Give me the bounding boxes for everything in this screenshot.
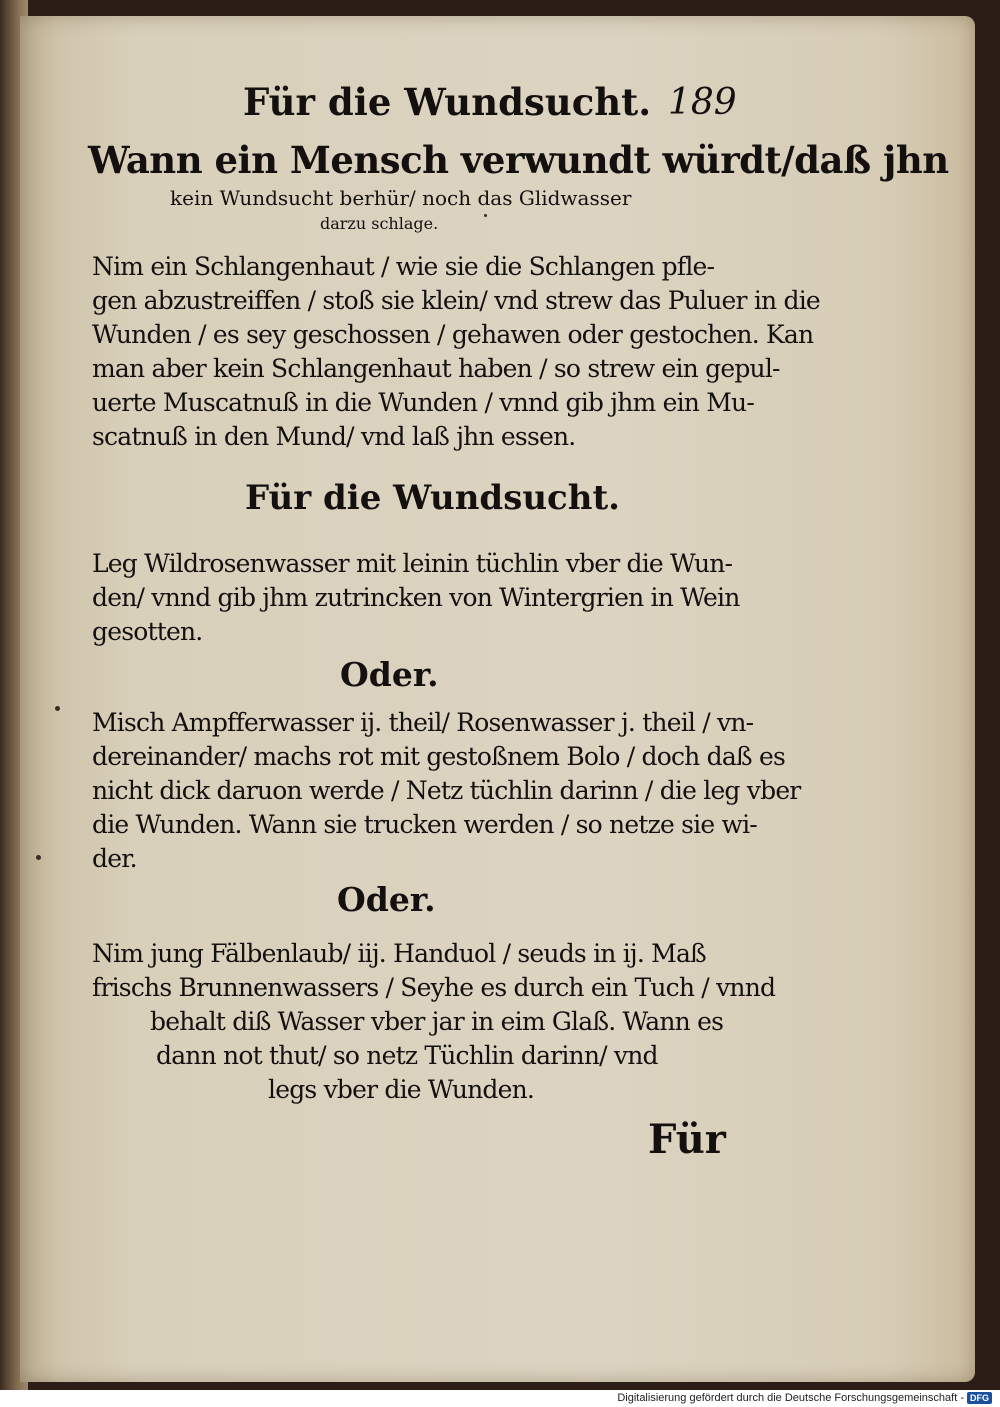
section-heading: Für die Wundsucht. bbox=[245, 478, 621, 518]
text-line: die Wunden. Wann sie trucken werden / so netze sie wi- bbox=[92, 810, 757, 839]
credit-text: Digitalisierung gefördert durch die Deutsche Forschungsgemeinschaft - bbox=[617, 1392, 964, 1404]
text-line: den/ vnnd gib jhm zutrincken von Wintergrien in Wein bbox=[92, 583, 740, 612]
oder-heading-1: Oder. bbox=[340, 655, 439, 694]
title-line-3: darzu schlage. bbox=[320, 214, 439, 233]
text-line: Misch Ampfferwasser ij. theil/ Rosenwasser j. theil / vn- bbox=[92, 708, 754, 737]
running-head: Für die Wundsucht. bbox=[243, 80, 652, 124]
text-line: frischs Brunnenwassers / Seyhe es durch ein Tuch / vnnd bbox=[92, 973, 776, 1002]
text-line: man aber kein Schlangenhaut haben / so strew ein gepul- bbox=[92, 354, 780, 383]
text-line: nicht dick daruon werde / Netz tüchlin darinn / die leg vber bbox=[92, 776, 801, 805]
text-line: Nim ein Schlangenhaut / wie sie die Schlangen pfle- bbox=[92, 252, 715, 281]
text-line: Nim jung Fälbenlaub/ iij. Handuol / seuds in ij. Maß bbox=[92, 939, 706, 968]
text-line: legs vber die Wunden. bbox=[268, 1075, 535, 1104]
dfg-logo: DFG bbox=[967, 1392, 992, 1404]
text-line: Leg Wildrosenwasser mit leinin tüchlin vber die Wun- bbox=[92, 549, 733, 578]
text-line: der. bbox=[92, 844, 137, 873]
title-line-1: Wann ein Mensch verwundt würdt/daß jhn bbox=[88, 138, 949, 182]
title-line-2: kein Wundsucht berhür/ noch das Glidwasser bbox=[170, 186, 632, 210]
page-number: 189 bbox=[668, 82, 737, 123]
ink-speck bbox=[36, 855, 41, 860]
paragraph-3 bbox=[92, 706, 800, 876]
text-line: gesotten. bbox=[92, 617, 203, 646]
text-line: Wunden / es sey geschossen / gehawen oder gestochen. Kan bbox=[92, 320, 814, 349]
text-line: behalt diß Wasser vber jar in eim Glaß. Wann es bbox=[150, 1007, 724, 1036]
paragraph-4 bbox=[92, 937, 775, 1107]
ink-speck bbox=[55, 706, 60, 711]
oder-heading-2: Oder. bbox=[337, 880, 436, 919]
digitization-credit bbox=[617, 1391, 992, 1405]
paragraph-1 bbox=[92, 250, 820, 454]
text-line: scatnuß in den Mund/ vnd laß jhn essen. bbox=[92, 422, 576, 451]
ink-speck bbox=[484, 214, 487, 217]
paragraph-2 bbox=[92, 547, 740, 649]
page-paper bbox=[20, 16, 975, 1382]
text-line: dann not thut/ so netz Tüchlin darinn/ vnd bbox=[156, 1041, 658, 1070]
text-line: dereinander/ machs rot mit gestoßnem Bolo / doch daß es bbox=[92, 742, 785, 771]
text-line: uerte Muscatnuß in die Wunden / vnnd gib jhm ein Mu- bbox=[92, 388, 754, 417]
text-line: gen abzustreiffen / stoß sie klein/ vnd strew das Puluer in die bbox=[92, 286, 820, 315]
catchword: Für bbox=[648, 1116, 726, 1163]
